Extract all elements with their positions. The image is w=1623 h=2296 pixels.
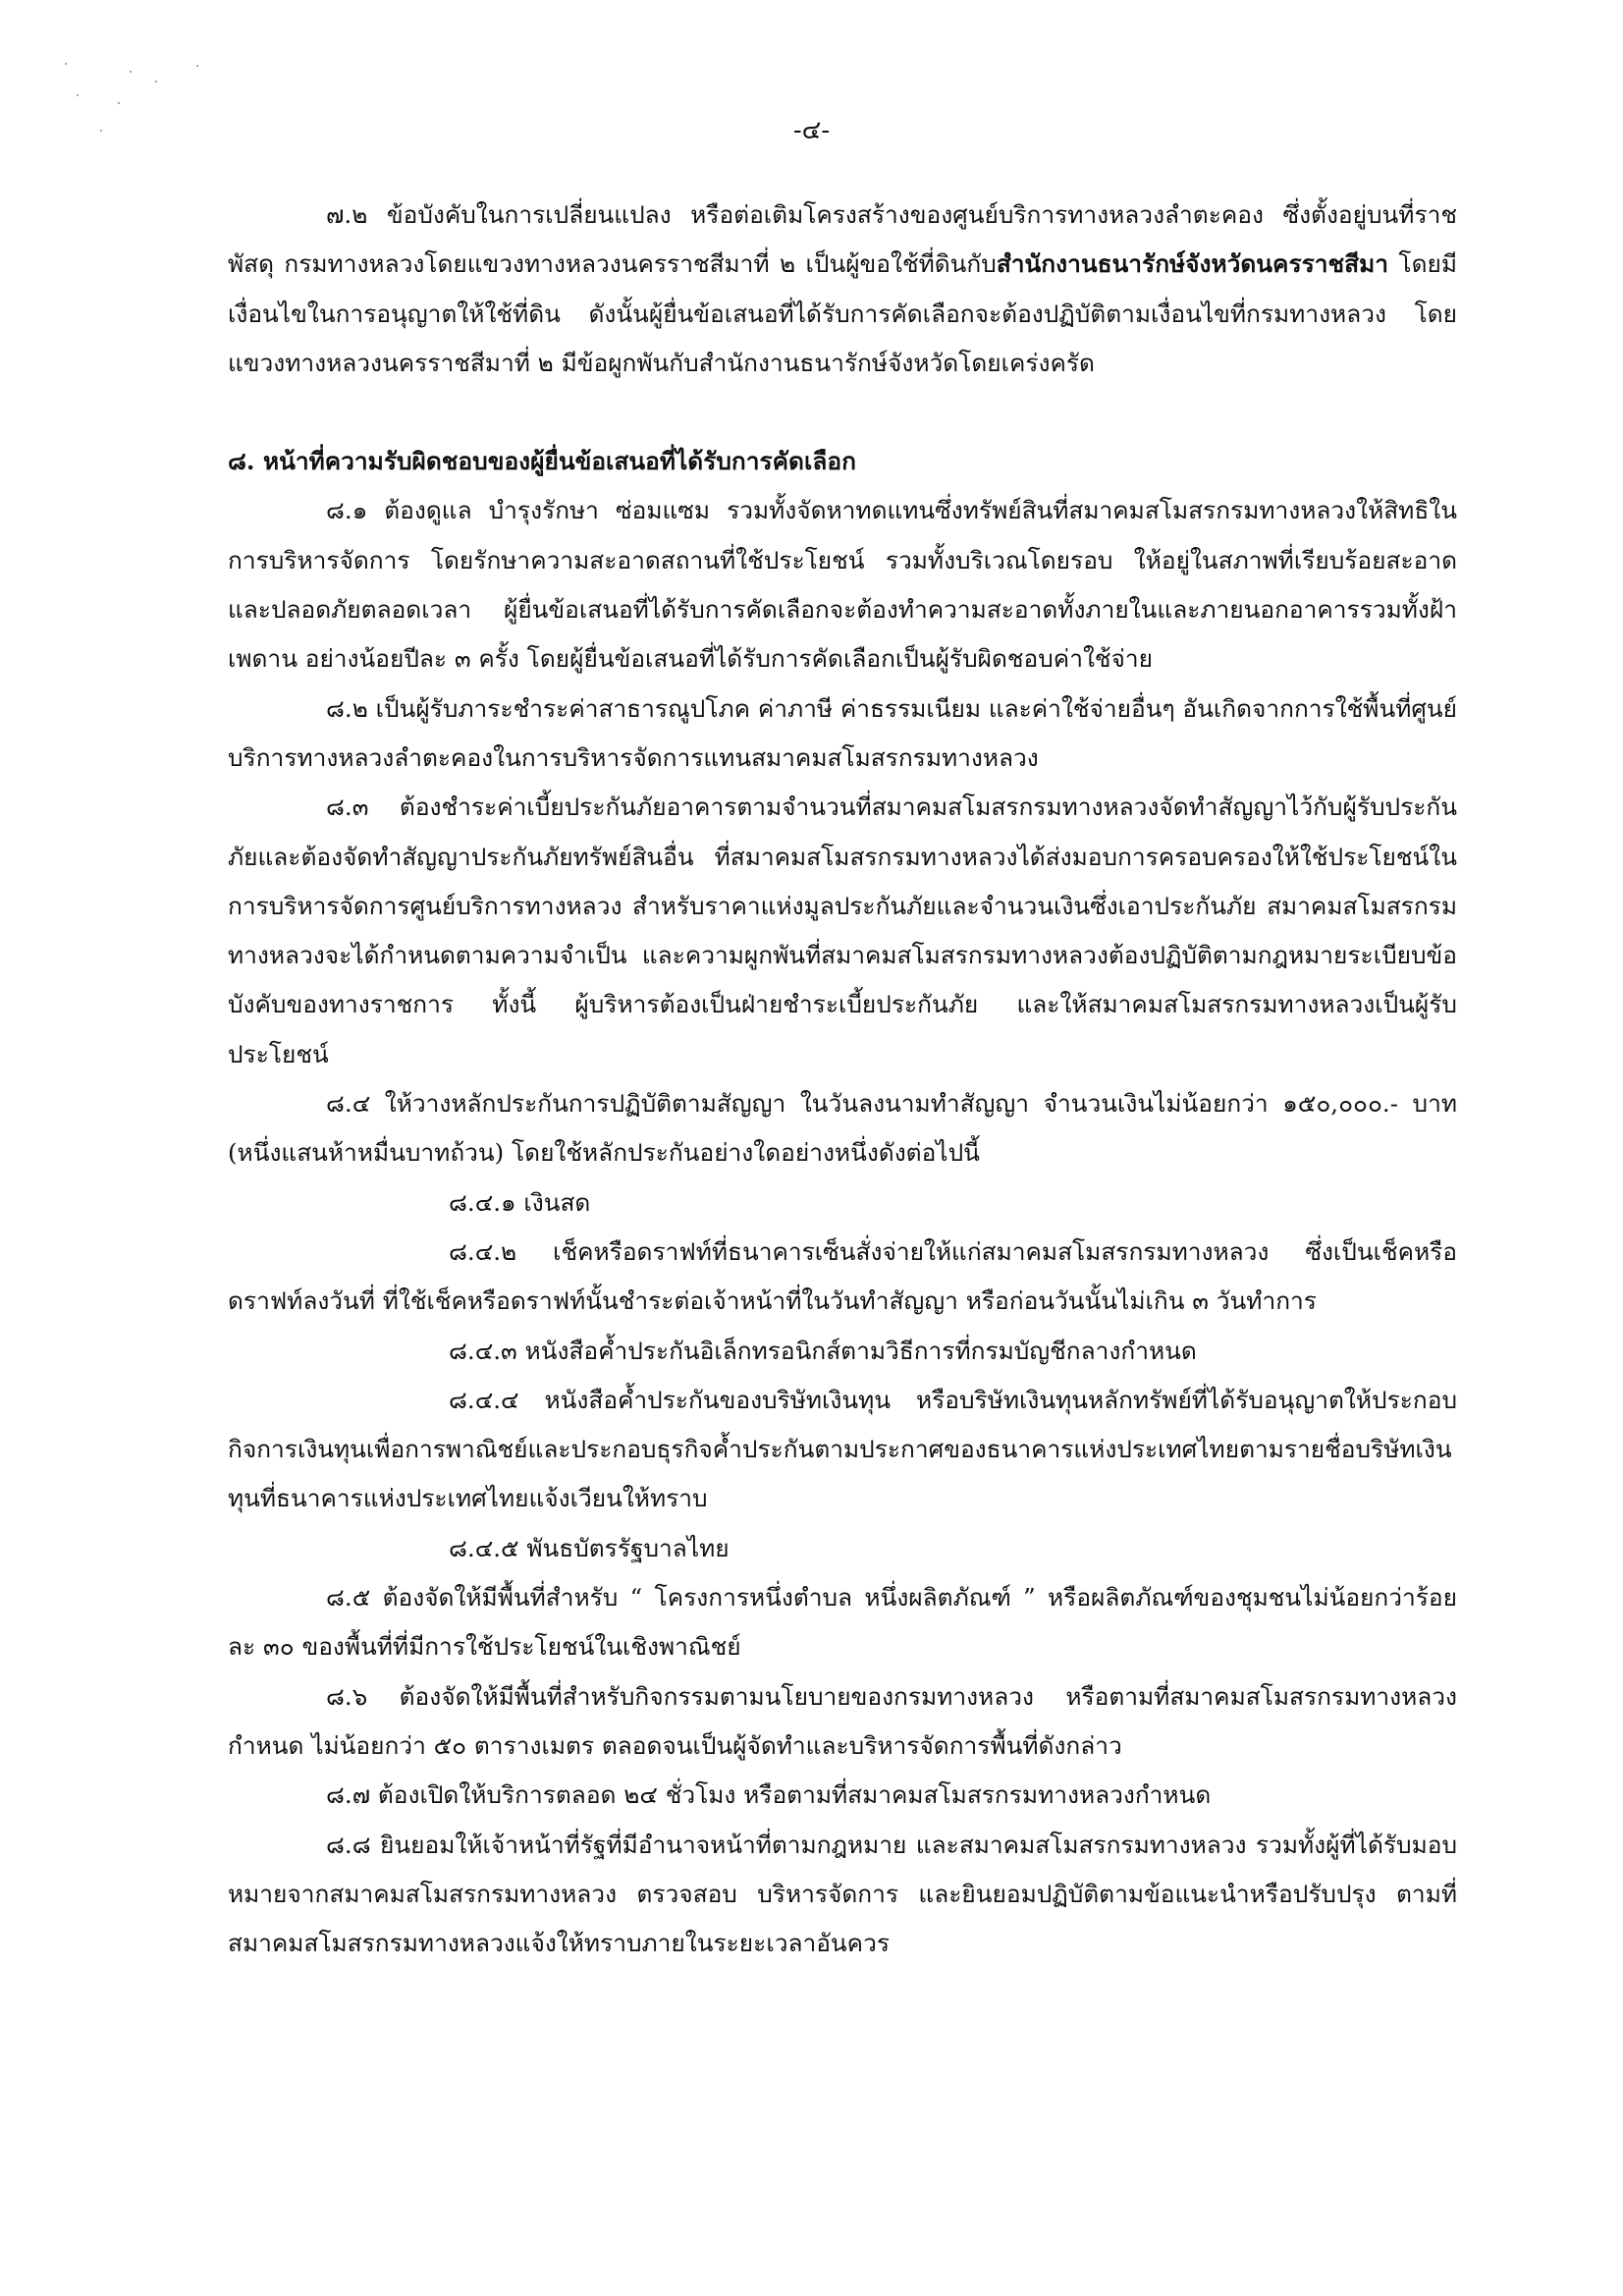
clause-8-6: ๘.๖ ต้องจัดให้มีพื้นที่สำหรับกิจกรรมตามนโยบายของกรมทางหลวง หรือตามที่สมาคมสโมสรกรมทางหลวงกำหนด ไม่น้อยกว่า ๕๐ ตารางเมตร ตลอดจนเป็นผู้จัดทำและบริหารจัดการพื้นที่ดังกล่าว <box>228 1681 1457 1760</box>
clause-8-4: ๘.๔ ให้วางหลักประกันการปฏิบัติตามสัญญา ในวันลงนามทำสัญญา จำนวนเงินไม่น้อยกว่า ๑๕๐,๐๐๐.- บาท (หนึ่งแสนห้าหมื่นบาทถ้วน) โดยใช้หลักประกันอย่างใดอย่างหนึ่งดังต่อไปนี้ <box>228 1089 1457 1168</box>
clause-8-3: ๘.๓ ต้องชำระค่าเบี้ยประกันภัยอาคารตามจำนวนที่สมาคมสโมสรกรมทางหลวงจัดทำสัญญาไว้กับผู้รับประกันภัยและต้องจัดทำสัญญาประกันภัยทรัพย์สินอื่น ที่สมาคมสโมสรกรมทางหลวงได้ส่งมอบการครอบครองให้ใช้ประโยชน์ในการบริหารจัดการศูนย์บริการทางหลวง สำหรับราคาแห่งมูลประกันภัยและจำนวนเงินซึ่งเอาประกันภัย สมาคมสโมสรกรมทางหลวงจะได้กำหนดตามความจำเป็น และความผูกพันที่สมาคมสโมสรกรมทางหลวงต้องปฏิบัติตามกฎหมายระเบียบข้อบังคับของทางราชการ ทั้งนี้ ผู้บริหารต้องเป็นฝ่ายชำระเบี้ยประกันภัย และให้สมาคมสโมสรกรมทางหลวงเป็นผู้รับประโยชน์ <box>228 793 1457 1068</box>
scan-speck <box>77 94 79 96</box>
clause-8-4-2: ๘.๔.๒ เช็คหรือดราฟท์ที่ธนาคารเซ็นสั่งจ่ายให้แก่สมาคมสโมสรกรมทางหลวง ซึ่งเป็นเช็คหรือดราฟท์ลงวันที่ ที่ใช้เช็คหรือดราฟท์นั้นชำระต่อเจ้าหน้าที่ในวันทำสัญญา หรือก่อนวันนั้นไม่เกิน ๓ วันทำการ <box>228 1236 1457 1316</box>
clause-7-2-text-start: ๗.๒ ข้อบังคับในการเปลี่ยนแปลง หรือต่อเติมโครงสร้างของศูนย์บริการทางหลวงลำตะคอง ซึ่งตั้งอยู่บนที่ราชพัสดุ กรมทางหลวงโดยแขวงทางหลวงนครราชสีมาที่ ๒ เป็นผู้ขอใช้ที่ดินกับ <box>228 200 1457 279</box>
clause-8-7: ๘.๗ ต้องเปิดให้บริการตลอด ๒๔ ชั่วโมง หรือตามที่สมาคมสโมสรกรมทางหลวงกำหนด <box>326 1780 1212 1810</box>
clause-8-8: ๘.๘ ยินยอมให้เจ้าหน้าที่รัฐที่มีอำนาจหน้าที่ตามกฎหมาย และสมาคมสโมสรกรมทางหลวง รวมทั้งผู้ที่ได้รับมอบหมายจากสมาคมสโมสรกรมทางหลวง ตรวจสอบ บริหารจัดการ และยินยอมปฏิบัติตามข้อแนะนำหรือปรับปรุง ตามที่สมาคมสโมสรกรมทางหลวงแจ้งให้ทราบภายในระยะเวลาอันควร <box>228 1830 1457 1958</box>
page-number: -๔- <box>792 116 831 145</box>
clause-8-5: ๘.๕ ต้องจัดให้มีพื้นที่สำหรับ “ โครงการหนึ่งตำบล หนึ่งผลิตภัณฑ์ ” หรือผลิตภัณฑ์ของชุมชนไม่น้อยกว่าร้อยละ ๓๐ ของพื้นที่ที่มีการใช้ประโยชน์ในเชิงพาณิชย์ <box>228 1583 1457 1662</box>
section-8-heading: ๘. หน้าที่ความรับผิดชอบของผู้ยื่นข้อเสนอที่ได้รับการคัดเลือก <box>228 447 856 476</box>
clause-8-4-4: ๘.๔.๔ หนังสือค้ำประกันของบริษัทเงินทุน หรือบริษัทเงินทุนหลักทรัพย์ที่ได้รับอนุญาตให้ประกอบกิจการเงินทุนเพื่อการพาณิชย์และประกอบธุรกิจค้ำประกันตามประกาศของธนาคารแห่งประเทศไทยตามรายชื่อบริษัทเงินทุนที่ธนาคารแห่งประเทศไทยแจ้งเวียนให้ทราบ <box>228 1385 1457 1513</box>
clause-7-2 <box>228 191 1457 388</box>
scan-speck <box>118 102 120 104</box>
clause-8-4-1: ๘.๔.๑ เงินสด <box>449 1187 591 1217</box>
clause-8-4-5: ๘.๔.๕ พันธบัตรรัฐบาลไทย <box>449 1533 730 1562</box>
scan-speck <box>155 81 157 82</box>
clause-7-2-bold-agency: สำนักงานธนารักษ์จังหวัดนครราชสีมา <box>996 249 1389 279</box>
document-body <box>228 191 1457 1968</box>
scan-speck <box>65 63 67 65</box>
scan-speck <box>130 71 132 73</box>
clause-8-4-3: ๘.๔.๓ หนังสือค้ำประกันอิเล็กทรอนิกส์ตามวิธีการที่กรมบัญชีกลางกำหนด <box>449 1336 1197 1365</box>
clause-8-1: ๘.๑ ต้องดูแล บำรุงรักษา ซ่อมแซม รวมทั้งจัดหาทดแทนซึ่งทรัพย์สินที่สมาคมสโมสรกรมทางหลวงให้สิทธิในการบริหารจัดการ โดยรักษาความสะอาดสถานที่ใช้ประโยชน์ รวมทั้งบริเวณโดยรอบ ให้อยู่ในสภาพที่เรียบร้อยสะอาด และปลอดภัยตลอดเวลา ผู้ยื่นข้อเสนอที่ได้รับการคัดเลือกจะต้องทำความสะอาดทั้งภายในและภายนอกอาคารรวมทั้งฝ้าเพดาน อย่างน้อยปีละ ๓ ครั้ง โดยผู้ยื่นข้อเสนอที่ได้รับการคัดเลือกเป็นผู้รับผิดชอบค่าใช้จ่าย <box>228 496 1457 674</box>
clause-7-2-text-end: โดยมีเงื่อนไขในการอนุญาตให้ใช้ที่ดิน ดังนั้นผู้ยื่นข้อเสนอที่ได้รับการคัดเลือกจะต้องปฏิบัติตามเงื่อนไขที่กรมทางหลวง โดยแขวงทางหลวงนครราชสีมาที่ ๒ มีข้อผูกพันกับสำนักงานธนารักษ์จังหวัดโดยเคร่งครัด <box>228 249 1457 377</box>
scan-speck <box>196 65 198 67</box>
clause-8-2: ๘.๒ เป็นผู้รับภาระชำระค่าสาธารณูปโภค ค่าภาษี ค่าธรรมเนียม และค่าใช้จ่ายอื่นๆ อันเกิดจากการใช้พื้นที่ศูนย์บริการทางหลวงลำตะคองในการบริหารจัดการแทนสมาคมสโมสรกรมทางหลวง <box>228 693 1457 772</box>
